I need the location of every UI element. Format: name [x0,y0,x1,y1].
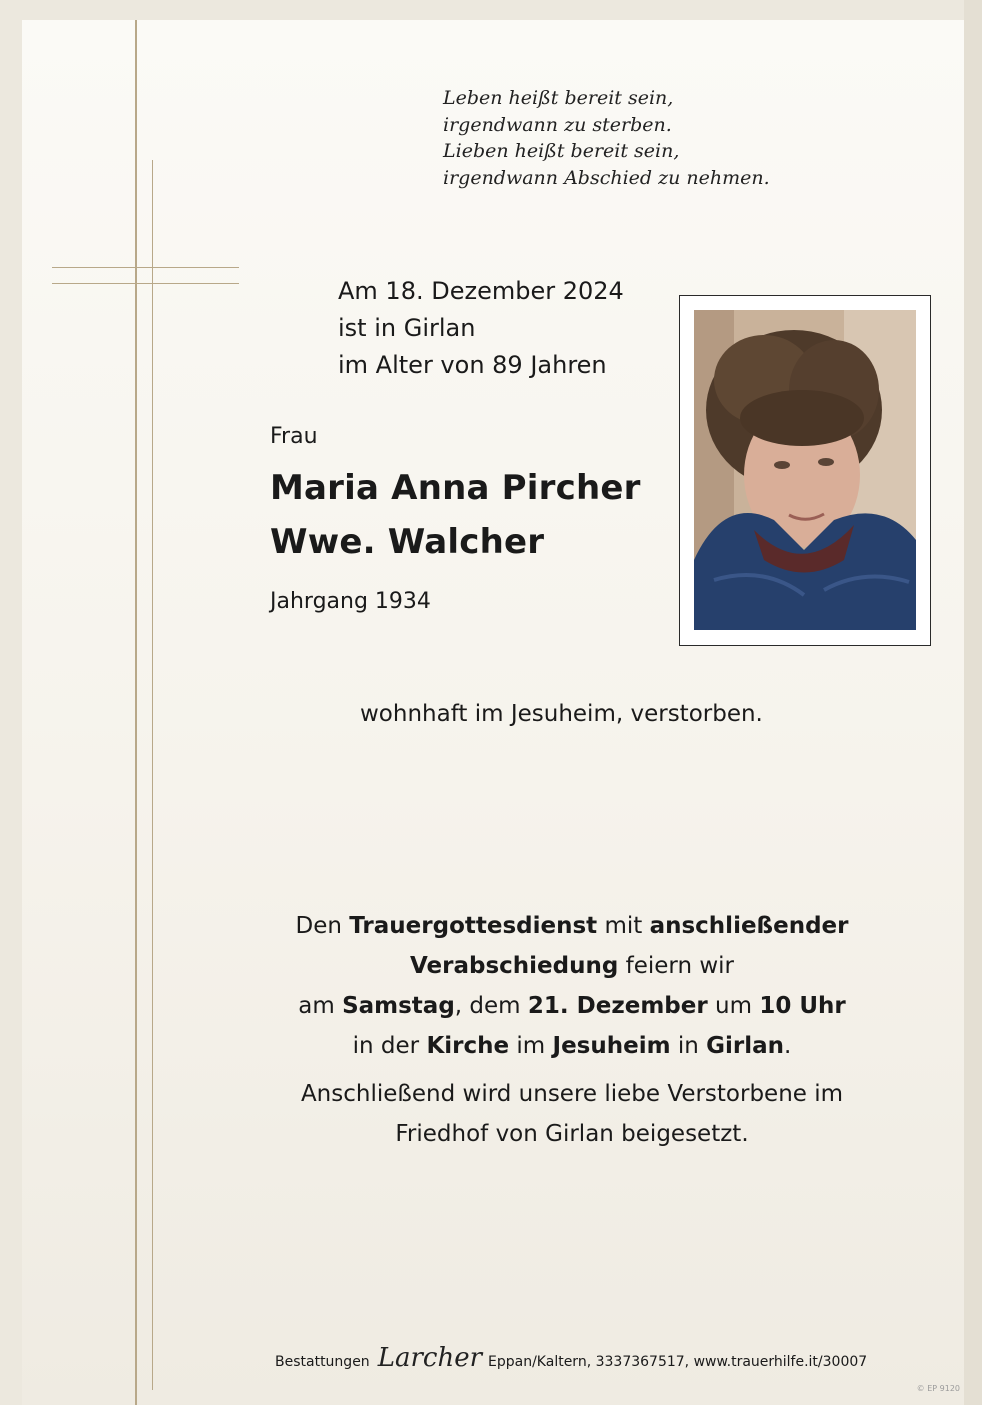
cross-vertical-line [135,20,137,1405]
funeral-home-footer [275,1343,867,1373]
service-line-3 [0,986,982,1026]
quote-line: irgendwann Abschied zu nehmen. [443,166,770,189]
service-text: feiern wir [618,953,735,979]
cross-horizontal-line [52,267,239,268]
service-line-1 [0,906,982,946]
service-text: , dem [454,993,528,1019]
burial-line-2: Friedhof von Girlan beigesetzt. [395,1121,749,1147]
service-highlight: Verabschiedung [409,953,619,979]
service-highlight: 21. Dezember [527,993,708,1019]
service-text: um [707,993,760,1019]
death-place-line: ist in Girlan [338,314,476,342]
paper-edge [964,0,982,1405]
service-highlight: 10 Uhr [759,993,846,1019]
service-line-2 [0,946,982,986]
cross-horizontal-line-lower [52,283,239,284]
footer-prefix: Bestattungen [275,1354,370,1370]
service-highlight: Samstag [342,993,455,1019]
quote-line: Lieben heißt bereit sein, [443,140,680,162]
portrait-frame [679,295,931,646]
print-code: © EP 9120 [916,1384,960,1393]
cross-vertical-line-inner [152,160,153,1390]
memorial-quote [443,85,770,191]
service-text: Den [295,913,350,939]
service-text: in der [352,1033,427,1059]
name-line-2: Wwe. Walcher [270,522,545,562]
salutation: Frau [270,424,318,449]
age-line: im Alter von 89 Jahren [338,351,607,379]
service-text: am [298,993,343,1019]
service-highlight: anschließender [649,913,849,939]
death-announcement [338,273,624,384]
funeral-service-info [0,906,982,1154]
service-text: in [670,1033,707,1059]
burial-line-1: Anschließend wird unsere liebe Verstorbene im [300,1081,844,1107]
service-line-4 [0,1026,982,1066]
service-highlight: Jesuheim [552,1033,671,1059]
birth-year: Jahrgang 1934 [270,589,431,614]
service-text: . [784,1033,792,1059]
deceased-name [270,461,641,569]
residence-line: wohnhaft im Jesuheim, verstorben. [360,701,763,727]
quote-line: irgendwann zu sterben. [443,113,672,136]
portrait-photo [694,310,916,630]
name-line-1: Maria Anna Pircher [270,468,641,508]
service-text: im [509,1033,553,1059]
service-highlight: Girlan [706,1033,785,1059]
death-date-line: Am 18. Dezember 2024 [338,277,624,305]
footer-contact: Eppan/Kaltern, 3337367517, www.trauerhilfe.it/30007 [488,1354,868,1370]
funeral-home-logo: Larcher [377,1343,483,1373]
service-text: mit [597,913,650,939]
quote-line: Leben heißt bereit sein, [443,87,674,109]
service-highlight: Trauergottesdienst [349,913,598,939]
service-highlight: Kirche [426,1033,510,1059]
